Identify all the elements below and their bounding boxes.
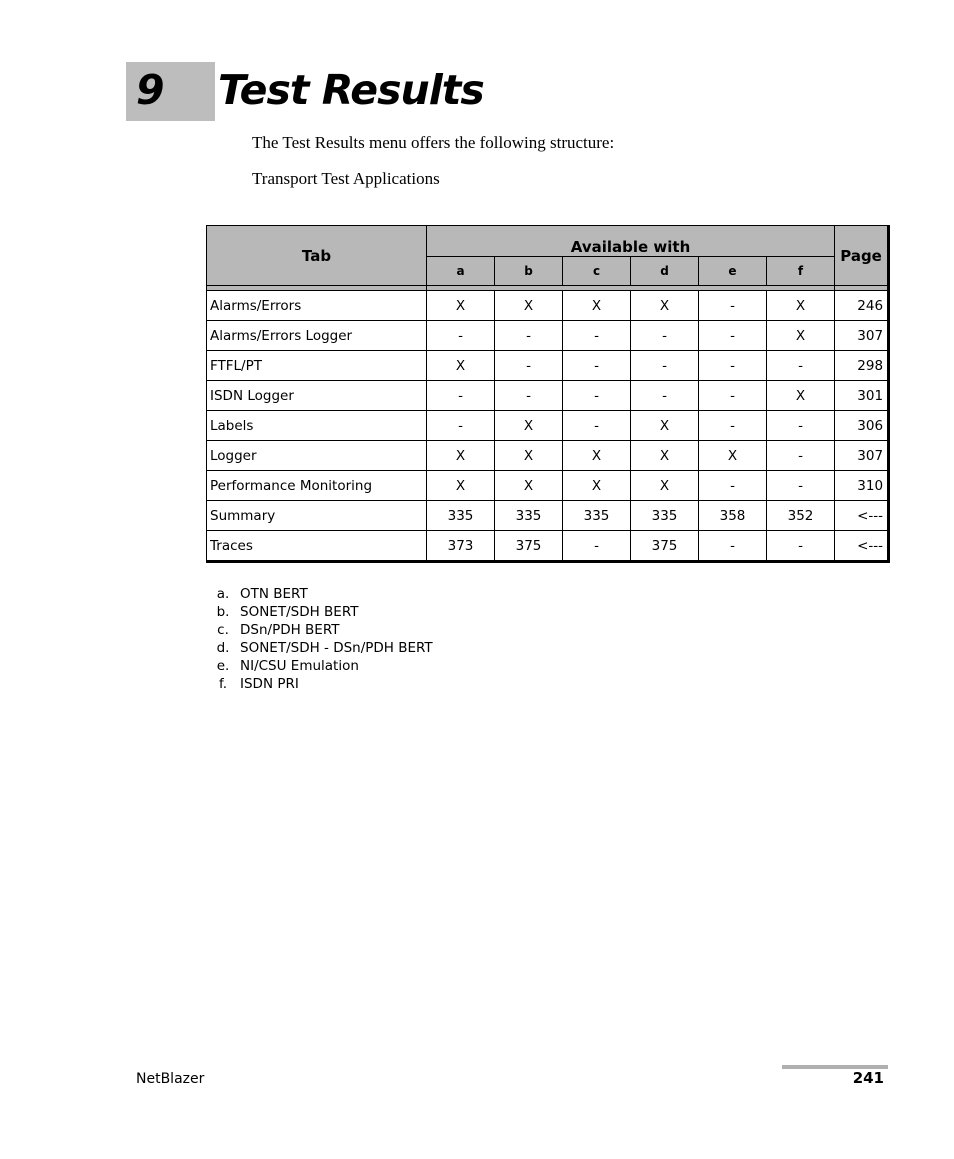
footnote-item <box>206 585 433 603</box>
availability-cell-f: - <box>767 411 835 441</box>
page-reference-cell: <--- <box>835 501 889 531</box>
tab-name-cell: Summary <box>207 501 427 531</box>
tab-name-cell: FTFL/PT <box>207 351 427 381</box>
availability-cell-b: X <box>495 411 563 441</box>
column-header-available-with: Available with <box>427 226 835 257</box>
availability-cell-b: X <box>495 441 563 471</box>
section-subtitle: Transport Test Applications <box>252 169 440 188</box>
chapter-title: Test Results <box>218 66 484 114</box>
availability-cell-a: 373 <box>427 531 495 562</box>
availability-cell-f: - <box>767 471 835 501</box>
column-header-d: d <box>631 257 699 286</box>
column-header-e: e <box>699 257 767 286</box>
availability-cell-f: - <box>767 531 835 562</box>
table-row <box>207 471 889 501</box>
table-row <box>207 381 889 411</box>
availability-cell-c: - <box>563 531 631 562</box>
availability-cell-f: - <box>767 441 835 471</box>
page-reference-cell: 307 <box>835 321 889 351</box>
tab-name-cell: Alarms/Errors <box>207 291 427 321</box>
footnote-text: OTN BERT <box>240 586 308 602</box>
table-row <box>207 531 889 562</box>
tab-name-cell: ISDN Logger <box>207 381 427 411</box>
tab-name-cell: Logger <box>207 441 427 471</box>
footnote-letter: d. <box>216 640 230 656</box>
table-row <box>207 411 889 441</box>
column-header-f: f <box>767 257 835 286</box>
table-row <box>207 321 889 351</box>
availability-cell-e: - <box>699 351 767 381</box>
availability-cell-e: - <box>699 411 767 441</box>
footnote-item <box>206 603 433 621</box>
tab-name-cell: Labels <box>207 411 427 441</box>
column-header-tab: Tab <box>207 226 427 286</box>
availability-cell-d: X <box>631 441 699 471</box>
chapter-number: 9 <box>136 66 164 114</box>
availability-cell-e: - <box>699 471 767 501</box>
availability-cell-b: 335 <box>495 501 563 531</box>
intro-text: The Test Results menu offers the following structure: <box>252 133 615 152</box>
availability-cell-a: 335 <box>427 501 495 531</box>
availability-cell-e: X <box>699 441 767 471</box>
table-row <box>207 351 889 381</box>
footnote-letter: a. <box>216 586 230 602</box>
footnote-letter: b. <box>216 604 230 620</box>
test-results-table <box>206 225 890 563</box>
table-row <box>207 291 889 321</box>
availability-cell-a: - <box>427 411 495 441</box>
availability-cell-d: - <box>631 381 699 411</box>
availability-cell-a: X <box>427 291 495 321</box>
footnote-text: ISDN PRI <box>240 676 299 692</box>
availability-cell-b: X <box>495 471 563 501</box>
page-reference-cell: 310 <box>835 471 889 501</box>
column-header-a: a <box>427 257 495 286</box>
column-header-c: c <box>563 257 631 286</box>
availability-cell-d: X <box>631 411 699 441</box>
availability-cell-f: X <box>767 321 835 351</box>
availability-cell-d: - <box>631 321 699 351</box>
availability-cell-a: - <box>427 321 495 351</box>
footnote-text: SONET/SDH BERT <box>240 604 359 620</box>
availability-cell-b: - <box>495 321 563 351</box>
availability-cell-c: X <box>563 291 631 321</box>
footer-page-number: 241 <box>852 1069 884 1087</box>
footnote-text: DSn/PDH BERT <box>240 622 340 638</box>
page-reference-cell: 307 <box>835 441 889 471</box>
availability-cell-f: 352 <box>767 501 835 531</box>
availability-cell-c: 335 <box>563 501 631 531</box>
page-reference-cell: 298 <box>835 351 889 381</box>
availability-cell-f: - <box>767 351 835 381</box>
availability-cell-e: - <box>699 291 767 321</box>
availability-cell-c: - <box>563 351 631 381</box>
availability-cell-b: 375 <box>495 531 563 562</box>
availability-cell-d: X <box>631 471 699 501</box>
availability-cell-a: X <box>427 351 495 381</box>
page-reference-cell: 306 <box>835 411 889 441</box>
footer-product-name: NetBlazer <box>136 1071 205 1087</box>
availability-cell-f: X <box>767 291 835 321</box>
page-reference-cell: 246 <box>835 291 889 321</box>
footnote-letter: f. <box>218 676 228 692</box>
availability-cell-c: - <box>563 411 631 441</box>
footnote-item <box>206 657 433 675</box>
availability-cell-e: 358 <box>699 501 767 531</box>
availability-cell-e: - <box>699 531 767 562</box>
table-row <box>207 441 889 471</box>
availability-cell-e: - <box>699 381 767 411</box>
footnote-item <box>206 621 433 639</box>
availability-cell-d: X <box>631 291 699 321</box>
availability-cell-d: 375 <box>631 531 699 562</box>
footnote-text: NI/CSU Emulation <box>240 658 359 674</box>
footnotes <box>206 585 433 693</box>
availability-cell-c: X <box>563 441 631 471</box>
availability-cell-c: X <box>563 471 631 501</box>
availability-cell-a: - <box>427 381 495 411</box>
availability-cell-b: - <box>495 351 563 381</box>
tab-name-cell: Alarms/Errors Logger <box>207 321 427 351</box>
availability-cell-b: - <box>495 381 563 411</box>
availability-cell-c: - <box>563 381 631 411</box>
column-header-page: Page <box>835 226 889 286</box>
availability-cell-b: X <box>495 291 563 321</box>
tab-name-cell: Performance Monitoring <box>207 471 427 501</box>
footnote-item <box>206 675 433 693</box>
page-reference-cell: <--- <box>835 531 889 562</box>
availability-cell-d: 335 <box>631 501 699 531</box>
availability-cell-c: - <box>563 321 631 351</box>
page-reference-cell: 301 <box>835 381 889 411</box>
column-header-b: b <box>495 257 563 286</box>
table-row <box>207 501 889 531</box>
availability-cell-d: - <box>631 351 699 381</box>
footnote-text: SONET/SDH - DSn/PDH BERT <box>240 640 433 656</box>
availability-cell-a: X <box>427 441 495 471</box>
footnote-letter: e. <box>216 658 230 674</box>
footnote-letter: c. <box>217 622 229 638</box>
availability-cell-f: X <box>767 381 835 411</box>
footnote-item <box>206 639 433 657</box>
availability-cell-a: X <box>427 471 495 501</box>
availability-cell-e: - <box>699 321 767 351</box>
tab-name-cell: Traces <box>207 531 427 562</box>
